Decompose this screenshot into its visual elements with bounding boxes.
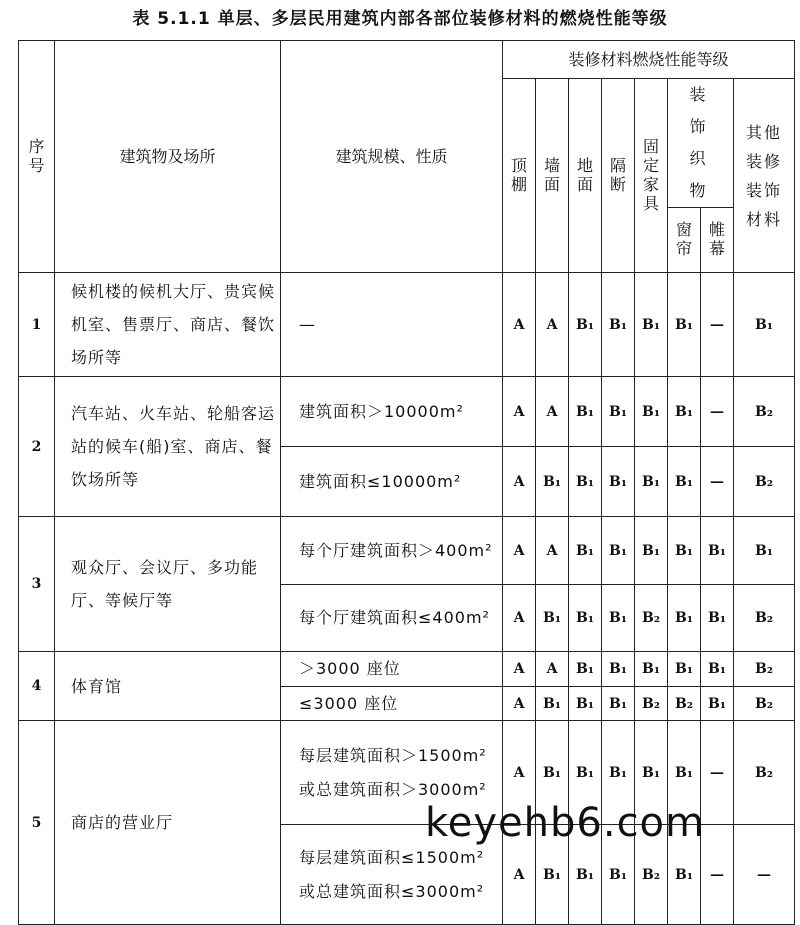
grade-cell: A xyxy=(536,517,569,585)
header-seq xyxy=(19,41,55,273)
grade-cell: A xyxy=(503,825,536,925)
grade-cell: A xyxy=(503,652,536,687)
row-scale: 建筑面积＞10000m² xyxy=(281,377,503,447)
grade-cell: B₁ xyxy=(536,447,569,517)
grade-cell: B₁ xyxy=(602,687,635,721)
table-row xyxy=(19,377,795,447)
grade-cell: B₁ xyxy=(602,825,635,925)
grade-cell: B₁ xyxy=(536,825,569,925)
grade-cell: B₁ xyxy=(668,273,701,377)
grade-cell: — xyxy=(701,377,734,447)
table-row xyxy=(19,517,795,585)
grade-cell: — xyxy=(701,825,734,925)
row-scale: 每个厅建筑面积＞400m² xyxy=(281,517,503,585)
grade-cell: B₁ xyxy=(569,273,602,377)
header-ceiling-label: 顶 棚 xyxy=(510,155,527,194)
header-ceiling xyxy=(503,79,536,273)
grade-cell: B₁ xyxy=(701,517,734,585)
row-scale: 每层建筑面积≤1500m²或总建筑面积≤3000m² xyxy=(281,825,503,925)
grade-cell: B₁ xyxy=(569,585,602,652)
grade-cell: B₁ xyxy=(734,517,795,585)
grade-cell: B₁ xyxy=(635,447,668,517)
grade-cell: A xyxy=(536,652,569,687)
grade-cell: B₁ xyxy=(536,687,569,721)
grade-cell: B₁ xyxy=(701,652,734,687)
grade-cell: B₁ xyxy=(569,652,602,687)
grade-cell: B₁ xyxy=(668,585,701,652)
grade-cell: B₁ xyxy=(536,585,569,652)
row-seq: 5 xyxy=(19,721,55,925)
row-seq: 1 xyxy=(19,273,55,377)
grade-cell: A xyxy=(503,687,536,721)
grade-cell: B₂ xyxy=(668,687,701,721)
grade-cell: B₁ xyxy=(635,377,668,447)
table-row xyxy=(19,652,795,687)
grade-cell: B₁ xyxy=(569,517,602,585)
grade-cell: B₁ xyxy=(668,652,701,687)
header-furniture-label: 固 定 家 具 xyxy=(642,136,659,213)
grade-cell: B₁ xyxy=(635,517,668,585)
grade-cell: B₁ xyxy=(602,585,635,652)
grade-cell: B₁ xyxy=(602,652,635,687)
grade-cell: B₁ xyxy=(602,447,635,517)
grade-cell: B₁ xyxy=(701,687,734,721)
grade-cell: B₁ xyxy=(602,273,635,377)
header-textile xyxy=(668,79,734,208)
header-grade-group: 装修材料燃烧性能等级 xyxy=(503,41,795,79)
header-drape-label: 帷 幕 xyxy=(708,220,725,258)
grade-cell: B₁ xyxy=(602,721,635,825)
row-seq: 4 xyxy=(19,652,55,721)
header-curtain xyxy=(668,208,701,273)
header-furniture xyxy=(635,79,668,273)
grade-cell: B₁ xyxy=(668,825,701,925)
fire-rating-table xyxy=(18,40,795,925)
grade-cell: B₁ xyxy=(602,377,635,447)
row-place: 商店的营业厅 xyxy=(55,721,281,925)
grade-cell: B₁ xyxy=(536,721,569,825)
grade-cell: B₂ xyxy=(734,585,795,652)
grade-cell: A xyxy=(503,517,536,585)
row-scale: ＞3000 座位 xyxy=(281,652,503,687)
grade-cell: A xyxy=(503,721,536,825)
header-wall xyxy=(536,79,569,273)
header-floor xyxy=(569,79,602,273)
grade-cell: B₁ xyxy=(569,447,602,517)
grade-cell: B₂ xyxy=(734,721,795,825)
grade-cell: A xyxy=(503,273,536,377)
grade-cell: B₁ xyxy=(701,585,734,652)
grade-cell: B₁ xyxy=(569,825,602,925)
header-textile-label: 装饰织物 xyxy=(689,85,712,200)
grade-cell: A xyxy=(536,273,569,377)
grade-cell: A xyxy=(503,585,536,652)
row-scale: 建筑面积≤10000m² xyxy=(281,447,503,517)
header-drape xyxy=(701,208,734,273)
row-place: 汽车站、火车站、轮船客运站的候车(船)室、商店、餐饮场所等 xyxy=(55,377,281,517)
header-floor-label: 地 面 xyxy=(576,155,593,194)
grade-cell: B₁ xyxy=(668,377,701,447)
grade-cell: B₁ xyxy=(668,447,701,517)
grade-cell: B₁ xyxy=(734,273,795,377)
grade-cell: B₂ xyxy=(734,377,795,447)
grade-cell: B₂ xyxy=(635,687,668,721)
grade-cell: B₂ xyxy=(635,585,668,652)
grade-cell: A xyxy=(503,377,536,447)
grade-cell: B₂ xyxy=(734,687,795,721)
table-title: 表 5.1.1 单层、多层民用建筑内部各部位装修材料的燃烧性能等级 xyxy=(132,9,668,29)
grade-cell: B₁ xyxy=(668,721,701,825)
header-other xyxy=(734,79,795,273)
header-place: 建筑物及场所 xyxy=(55,41,281,273)
grade-cell: — xyxy=(734,825,795,925)
grade-cell: B₁ xyxy=(635,721,668,825)
grade-cell: B₂ xyxy=(635,825,668,925)
grade-cell: B₁ xyxy=(569,721,602,825)
header-scale: 建筑规模、性质 xyxy=(281,41,503,273)
row-seq: 2 xyxy=(19,377,55,517)
header-seq-label: 序 号 xyxy=(28,136,45,175)
header-other-label: 其他装修装饰材料 xyxy=(745,122,782,229)
row-place: 观众厅、会议厅、多功能厅、等候厅等 xyxy=(55,517,281,652)
row-seq: 3 xyxy=(19,517,55,652)
grade-cell: B₁ xyxy=(635,273,668,377)
grade-cell: B₁ xyxy=(602,517,635,585)
grade-cell: A xyxy=(536,377,569,447)
grade-cell: B₁ xyxy=(635,652,668,687)
grade-cell: B₂ xyxy=(734,652,795,687)
header-curtain-label: 窗 帘 xyxy=(675,220,692,258)
row-place: 候机楼的候机大厅、贵宾候机室、售票厅、商店、餐饮场所等 xyxy=(55,273,281,377)
watermark: keyehb6.com xyxy=(425,800,705,846)
row-scale: — xyxy=(281,273,503,377)
header-wall-label: 墙 面 xyxy=(543,155,560,194)
grade-cell: B₁ xyxy=(569,377,602,447)
row-place: 体育馆 xyxy=(55,652,281,721)
grade-cell: B₁ xyxy=(569,687,602,721)
grade-cell: — xyxy=(701,273,734,377)
table-row xyxy=(19,273,795,377)
grade-cell: — xyxy=(701,721,734,825)
grade-cell: B₁ xyxy=(668,517,701,585)
header-partition-label: 隔 断 xyxy=(609,155,626,194)
row-scale: ≤3000 座位 xyxy=(281,687,503,721)
row-scale: 每层建筑面积＞1500m²或总建筑面积＞3000m² xyxy=(281,721,503,825)
header-partition xyxy=(602,79,635,273)
grade-cell: A xyxy=(503,447,536,517)
row-scale: 每个厅建筑面积≤400m² xyxy=(281,585,503,652)
grade-cell: — xyxy=(701,447,734,517)
grade-cell: B₂ xyxy=(734,447,795,517)
